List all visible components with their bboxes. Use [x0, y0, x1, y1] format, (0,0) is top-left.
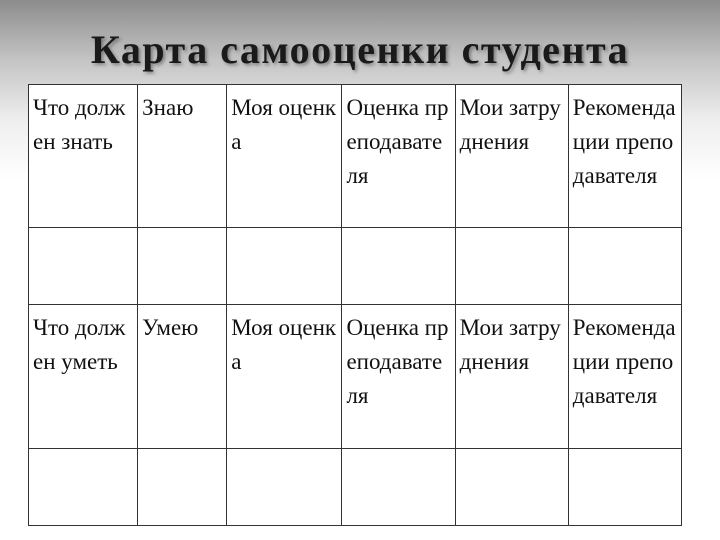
table-cell: Оценка преподавателя [342, 85, 455, 228]
empty-cell [29, 228, 138, 305]
empty-cell [227, 448, 342, 525]
table-row-empty [29, 448, 682, 525]
empty-cell [138, 228, 227, 305]
table-cell: Что должен уметь [29, 305, 138, 448]
self-assessment-table [28, 84, 682, 526]
table-cell: Рекомендации преподавателя [568, 85, 681, 228]
slide-title: Карта самооценки студента [90, 27, 630, 72]
table-cell: Рекомендации преподавателя [568, 305, 681, 448]
table-cell: Мои затруднения [455, 305, 568, 448]
empty-cell [342, 228, 455, 305]
table-cell: Моя оценка [227, 85, 342, 228]
table-cell: Моя оценка [227, 305, 342, 448]
empty-cell [29, 448, 138, 525]
table-cell: Что должен знать [29, 85, 138, 228]
table-row-know [29, 85, 682, 228]
empty-cell [455, 448, 568, 525]
table-cell: Знаю [138, 85, 227, 228]
table-cell: Оценка преподавателя [342, 305, 455, 448]
table-cell: Мои затруднения [455, 85, 568, 228]
table-row-skill [29, 305, 682, 448]
empty-cell [455, 228, 568, 305]
empty-cell [342, 448, 455, 525]
empty-cell [568, 228, 681, 305]
empty-cell [568, 448, 681, 525]
empty-cell [227, 228, 342, 305]
table-row-empty [29, 228, 682, 305]
table-cell: Умею [138, 305, 227, 448]
empty-cell [138, 448, 227, 525]
